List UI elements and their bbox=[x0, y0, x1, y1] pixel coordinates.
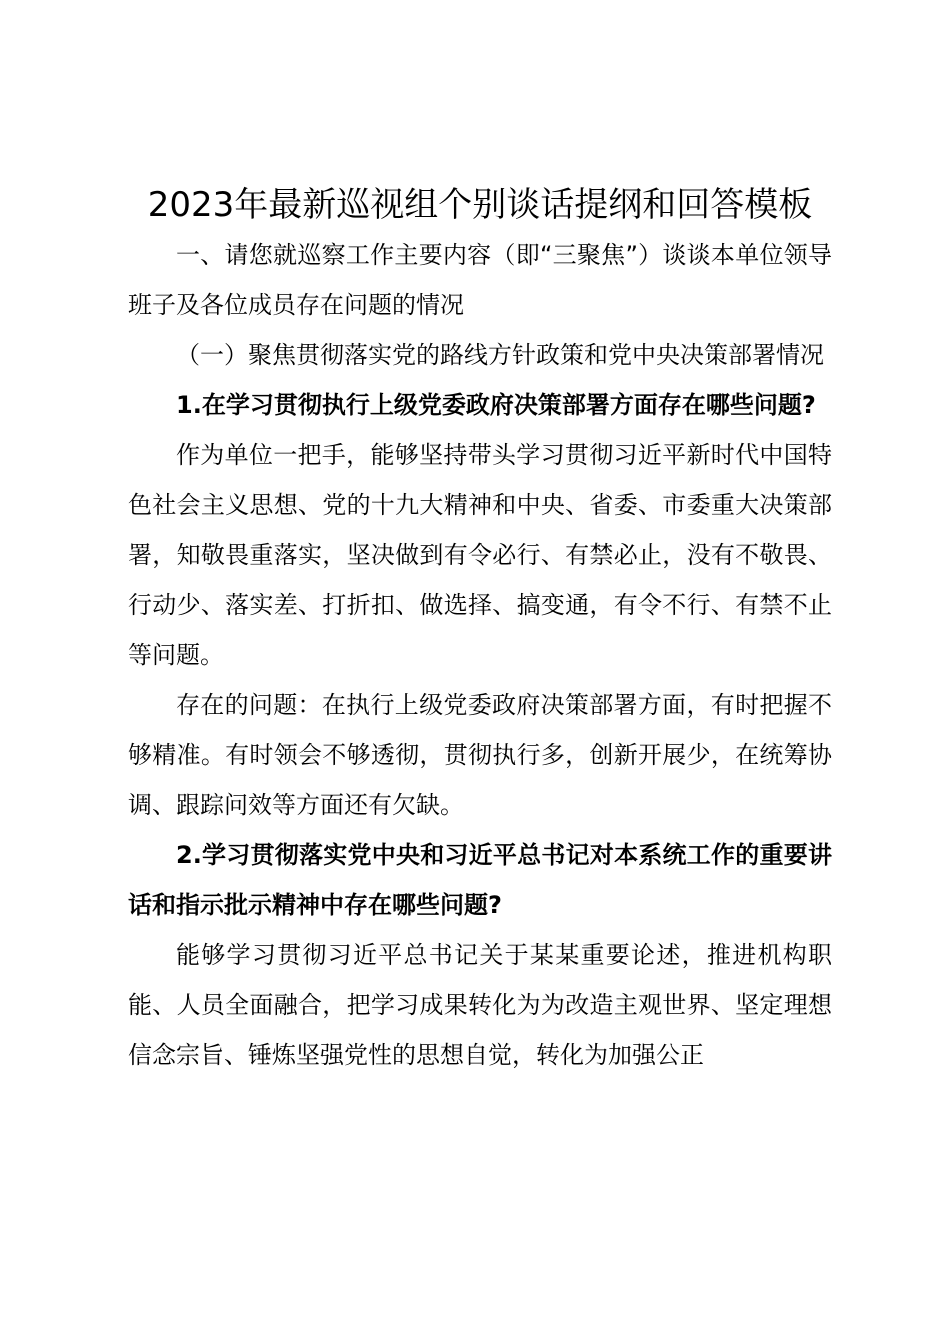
question-2: 2.学习贯彻落实党中央和习近平总书记对本系统工作的重要讲话和指示批示精神中存在哪些问题? bbox=[128, 841, 832, 919]
answer-1-paragraph: 作为单位一把手，能够坚持带头学习贯彻习近平新时代中国特色社会主义思想、党的十九大精神和中央、省委、市委重大决策部署，知敬畏重落实，坚决做到有令必行、有禁必止，没有不敬畏、行动少、落实差、打折扣、做选择、搞变通，有令不行、有禁不止等问题。 bbox=[128, 441, 832, 669]
question-1: 1.在学习贯彻执行上级党委政府决策部署方面存在哪些问题? bbox=[176, 391, 816, 419]
document-body bbox=[128, 180, 832, 1080]
subsection-heading: （一）聚焦贯彻落实党的路线方针政策和党中央决策部署情况 bbox=[176, 341, 824, 369]
section-heading: 一、请您就巡察工作主要内容（即“三聚焦”）谈谈本单位领导班子及各位成员存在问题的情况 bbox=[128, 241, 832, 319]
document-title: 2023年最新巡视组个别谈话提纲和回答模板 bbox=[147, 185, 813, 225]
answer-2-paragraph: 能够学习贯彻习近平总书记关于某某重要论述，推进机构职能、人员全面融合，把学习成果转化为为改造主观世界、坚定理想信念宗旨、锤炼坚强党性的思想自觉，转化为加强公正 bbox=[128, 941, 832, 1069]
answer-1-problems: 存在的问题：在执行上级党委政府决策部署方面，有时把握不够精准。有时领会不够透彻，贯彻执行多，创新开展少，在统筹协调、跟踪问效等方面还有欠缺。 bbox=[128, 691, 832, 819]
